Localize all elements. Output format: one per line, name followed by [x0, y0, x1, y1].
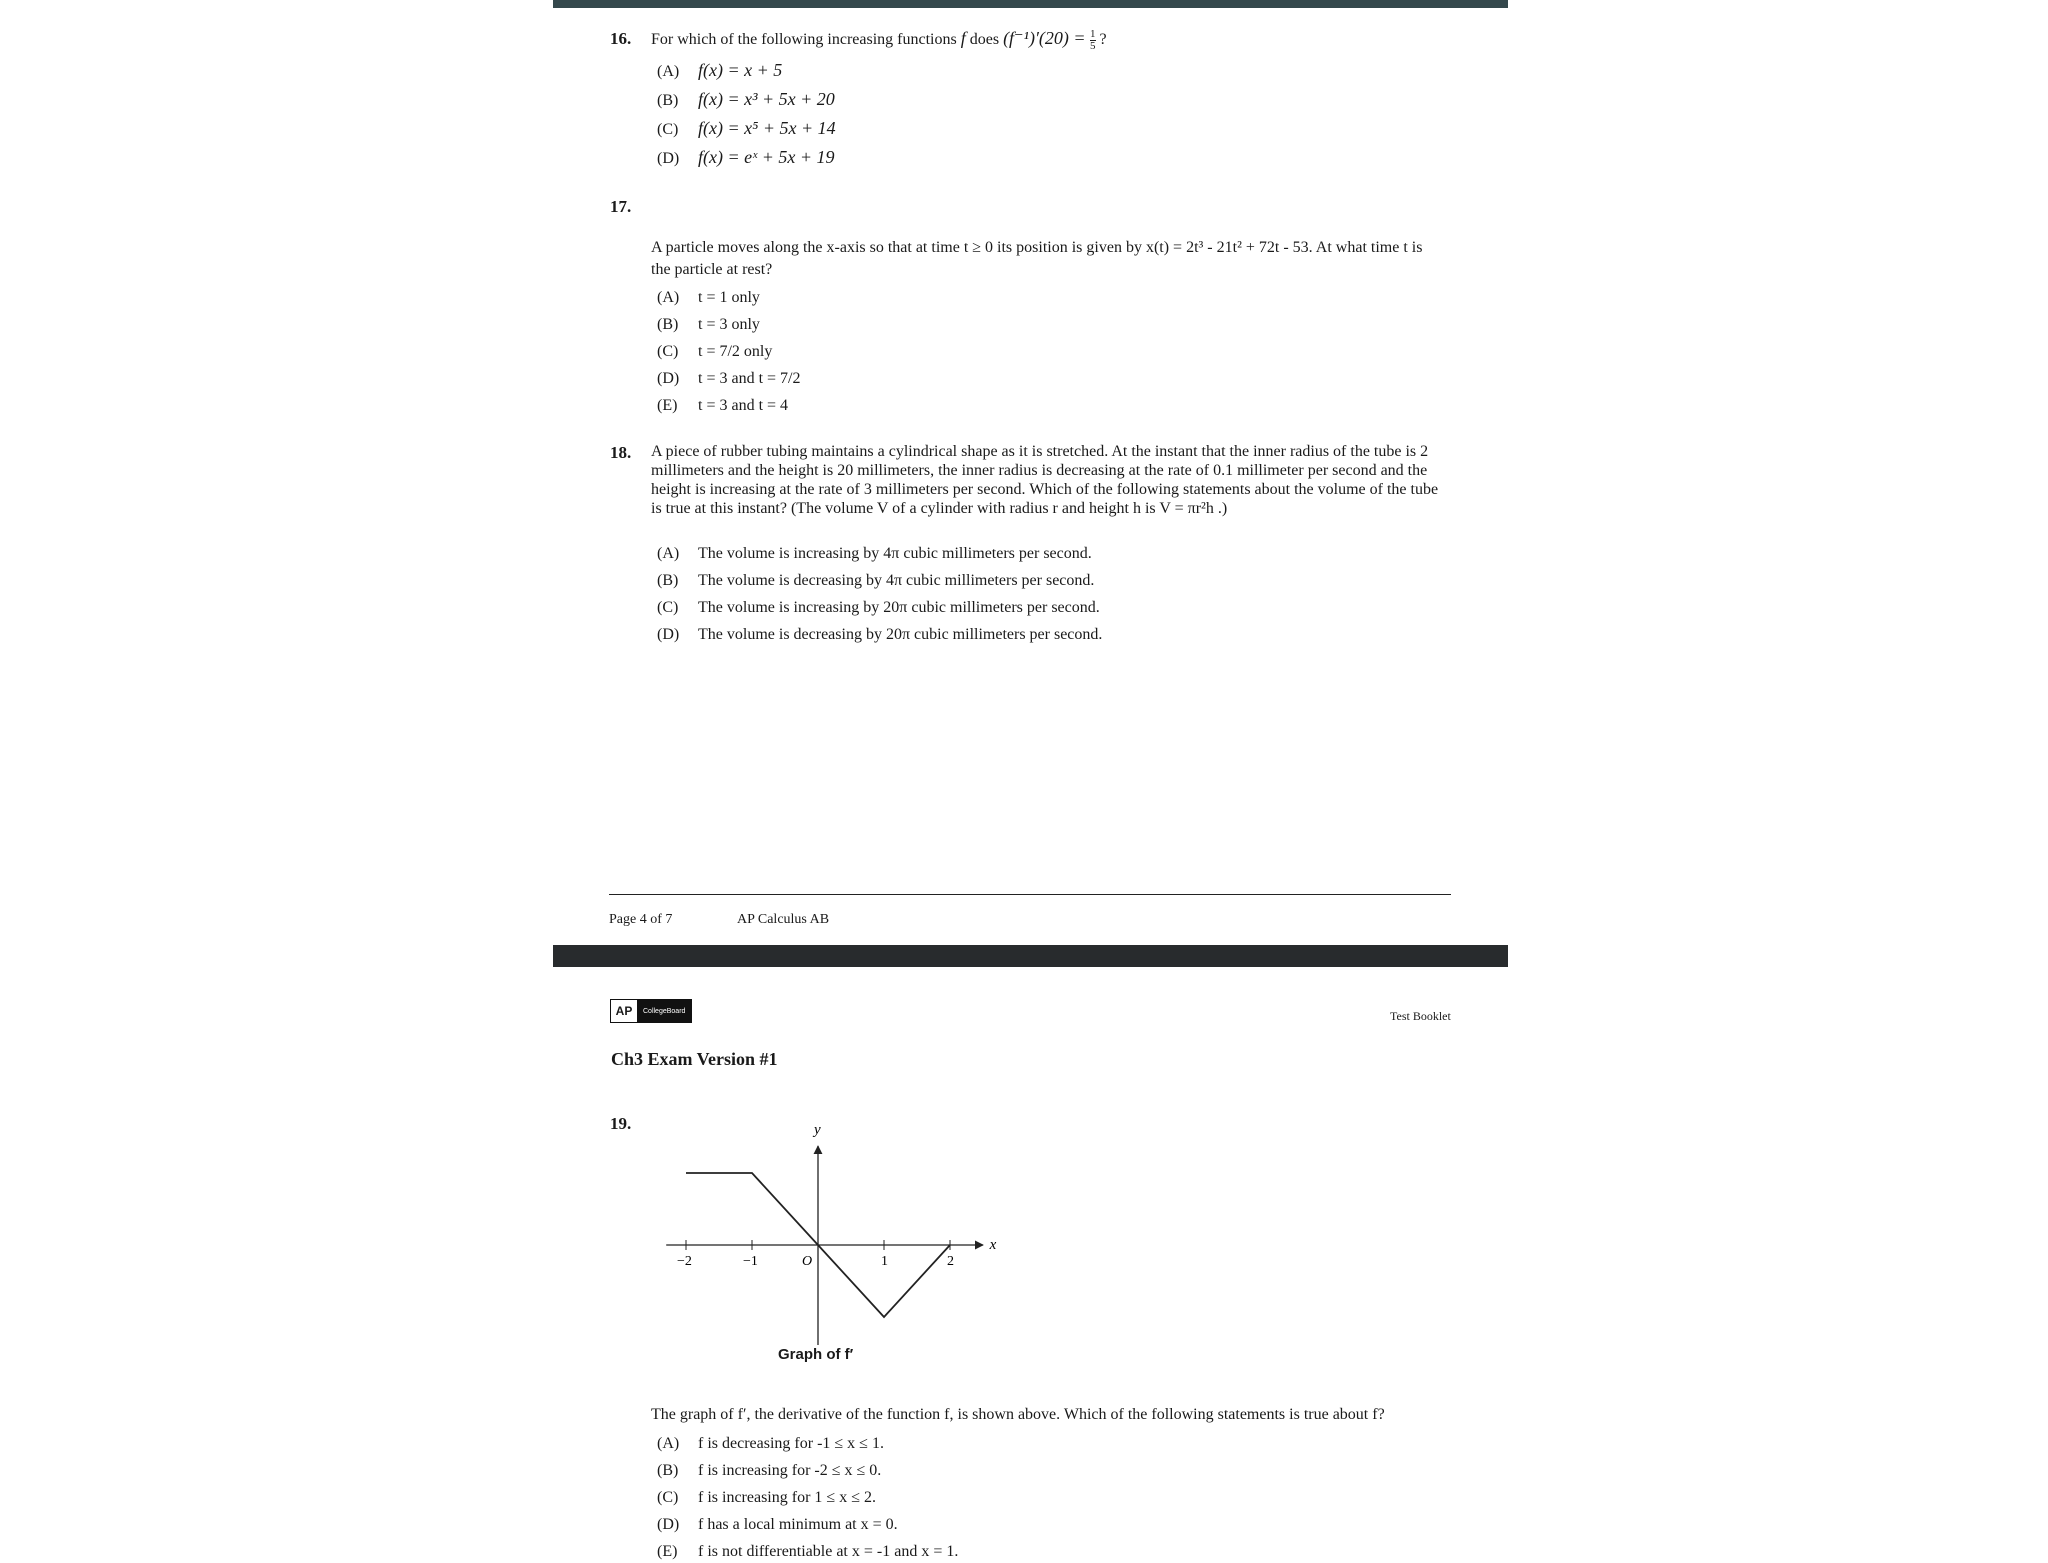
- question-18-number: 18.: [610, 443, 632, 462]
- course-name: AP Calculus AB: [737, 912, 830, 927]
- q17-option-b[interactable]: (B) t = 3 only: [657, 316, 760, 333]
- q19-option-a[interactable]: (A) f is decreasing for -1 ≤ x ≤ 1.: [657, 1435, 884, 1452]
- question-16-number: 16.: [610, 29, 632, 48]
- q19-option-e[interactable]: (E) f is not differentiable at x = -1 and x = 1.: [657, 1543, 959, 1560]
- derivative-graph: [655, 1115, 1005, 1345]
- question-19-stem: The graph of f′, the derivative of the function f, is shown above. Which of the following statements is true about f?: [651, 1406, 1385, 1423]
- x-tick-label: −1: [743, 1254, 758, 1269]
- x-tick-label: 2: [947, 1254, 954, 1269]
- top-page-bar: [553, 0, 1508, 8]
- q18-option-c[interactable]: (C) The volume is increasing by 20π cubic millimeters per second.: [657, 599, 1100, 616]
- q18-option-d[interactable]: (D) The volume is decreasing by 20π cubic millimeters per second.: [657, 626, 1103, 643]
- question-18-stem: A piece of rubber tubing maintains a cylindrical shape as it is stretched. At the instant that the inner radius of the tube is 2 millimeters and the height is 20 millimeters, the inner radius is decreasing at the rate of 0.1 millimeter per second and the height is increasing at the rate of 3 millimeters per second. Which of the following statements about the volume of the tube is true at this instant? (The volume V of a cylinder with radius r and height h is V = πr²h .): [651, 443, 1439, 517]
- test-booklet-label: Test Booklet: [1390, 1009, 1451, 1023]
- q17-option-c[interactable]: (C) t = 7/2 only: [657, 343, 773, 360]
- q18-option-b[interactable]: (B) The volume is decreasing by 4π cubic millimeters per second.: [657, 572, 1095, 589]
- question-17-stem: A particle moves along the x-axis so that at time t ≥ 0 its position is given by x(t) = 2t³ - 21t² + 72t - 53. At what time t is the particle at rest?: [651, 239, 1423, 278]
- page-number: Page 4 of 7: [609, 912, 673, 927]
- q16-option-d[interactable]: (D) f(x) = eˣ + 5x + 19: [657, 147, 835, 167]
- y-axis-label: y: [814, 1122, 821, 1138]
- q17-option-d[interactable]: (D) t = 3 and t = 7/2: [657, 370, 801, 387]
- q16-option-a[interactable]: (A) f(x) = x + 5: [657, 60, 783, 80]
- q19-option-d[interactable]: (D) f has a local minimum at x = 0.: [657, 1516, 898, 1533]
- footer-divider: [609, 894, 1451, 895]
- q18-option-a[interactable]: (A) The volume is increasing by 4π cubic millimeters per second.: [657, 545, 1092, 562]
- q16-option-c[interactable]: (C) f(x) = x⁵ + 5x + 14: [657, 118, 836, 138]
- x-tick-label: −2: [677, 1254, 692, 1269]
- question-19-number: 19.: [610, 1114, 632, 1133]
- graph-caption: Graph of f′: [778, 1346, 854, 1363]
- ap-collegeboard-logo: AP CollegeBoard: [610, 999, 692, 1023]
- q16-option-b[interactable]: (B) f(x) = x³ + 5x + 20: [657, 89, 835, 109]
- q19-option-c[interactable]: (C) f is increasing for 1 ≤ x ≤ 2.: [657, 1489, 876, 1506]
- q17-option-a[interactable]: (A) t = 1 only: [657, 289, 760, 306]
- origin-label: O: [802, 1254, 813, 1269]
- question-17-number: 17.: [610, 197, 632, 216]
- x-axis-label: x: [989, 1237, 997, 1253]
- q19-option-b[interactable]: (B) f is increasing for -2 ≤ x ≤ 0.: [657, 1462, 882, 1479]
- exam-title: Ch3 Exam Version #1: [611, 1049, 778, 1069]
- x-tick-label: 1: [881, 1254, 888, 1269]
- question-16-stem: For which of the following increasing functions f does (f⁻¹)′(20) = $\frac{1}{5}$ ?: [651, 28, 1107, 52]
- page-separator-bar: [553, 945, 1508, 967]
- q17-option-e[interactable]: (E) t = 3 and t = 4: [657, 397, 789, 414]
